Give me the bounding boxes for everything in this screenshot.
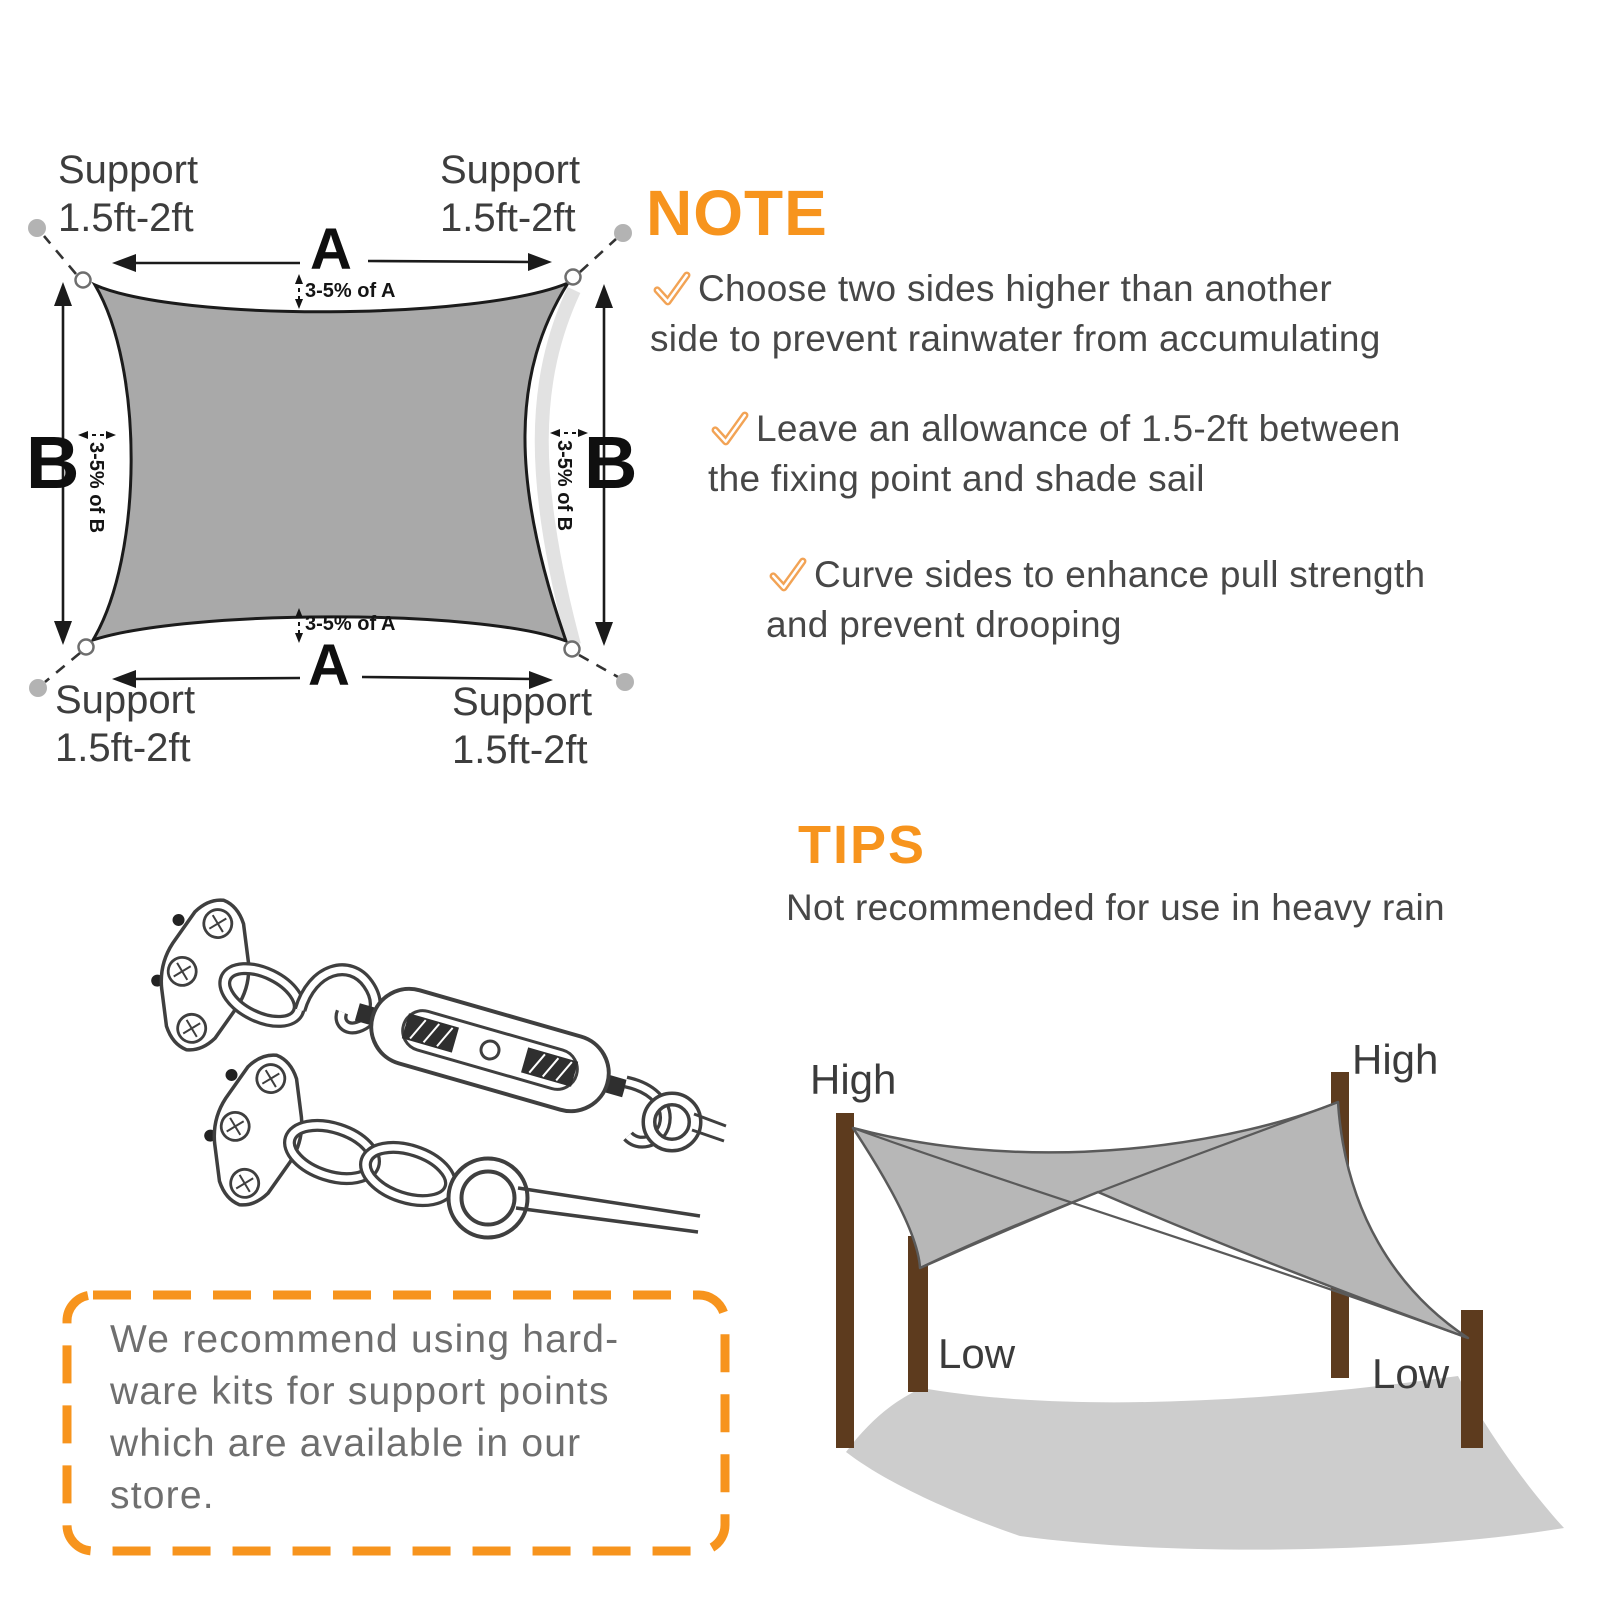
- tips-body: Not recommended for use in heavy rain: [786, 887, 1445, 928]
- sail-grommet-ring: [455, 1165, 700, 1232]
- check-icon: [650, 270, 694, 308]
- recommendation-text: We recommend using hard- ware kits for support points which are available in our store.: [110, 1318, 620, 1517]
- note-item: Curve sides to enhance pull strength and prevent drooping: [766, 554, 1426, 645]
- sag-label-b-right: 3-5% of B: [553, 440, 575, 532]
- tips-installation-scene: [836, 1072, 1564, 1550]
- check-icon: [708, 410, 752, 448]
- support-label-bottom-right: Support 1.5ft-2ft: [452, 680, 593, 772]
- support-label-top-right: Support 1.5ft-2ft: [440, 148, 581, 240]
- label-low-right: Low: [1372, 1350, 1450, 1397]
- dimension-b-left: B: [26, 421, 80, 504]
- sag-label-a-bottom: 3-5% of A: [305, 613, 396, 635]
- label-high-left: High: [810, 1056, 897, 1103]
- post-high-left: [836, 1113, 854, 1448]
- turnbuckle: [347, 975, 635, 1125]
- note-heading: NOTE: [646, 177, 828, 249]
- hardware-kit-illustration: [137, 888, 726, 1232]
- note-item: Choose two sides higher than another side to prevent rainwater from accumulating: [650, 268, 1381, 359]
- tips-heading: TIPS: [798, 815, 927, 875]
- chain-link: [216, 958, 307, 1033]
- sag-label-b-left: 3-5% of B: [85, 442, 107, 534]
- chain-link: [283, 1116, 458, 1211]
- dimension-a-bottom: A: [308, 633, 350, 698]
- note-item: Leave an allowance of 1.5-2ft between the fixing point and shade sail: [708, 408, 1401, 499]
- sail-body: [93, 283, 568, 641]
- support-label-bottom-left: Support 1.5ft-2ft: [55, 678, 196, 770]
- sag-label-a-top: 3-5% of A: [305, 280, 396, 302]
- note-list: [650, 264, 1550, 650]
- label-high-right: High: [1352, 1036, 1439, 1083]
- tips-sail-body: [853, 1102, 1468, 1338]
- post-low-right: [1461, 1310, 1483, 1448]
- support-label-top-left: Support 1.5ft-2ft: [58, 148, 199, 240]
- check-icon: [766, 556, 810, 594]
- dimension-a-top: A: [310, 217, 352, 282]
- dimension-b-right: B: [584, 421, 638, 504]
- recommendation-box: [62, 1290, 730, 1556]
- label-low-left: Low: [938, 1330, 1016, 1377]
- ground-shadow: [846, 1376, 1564, 1550]
